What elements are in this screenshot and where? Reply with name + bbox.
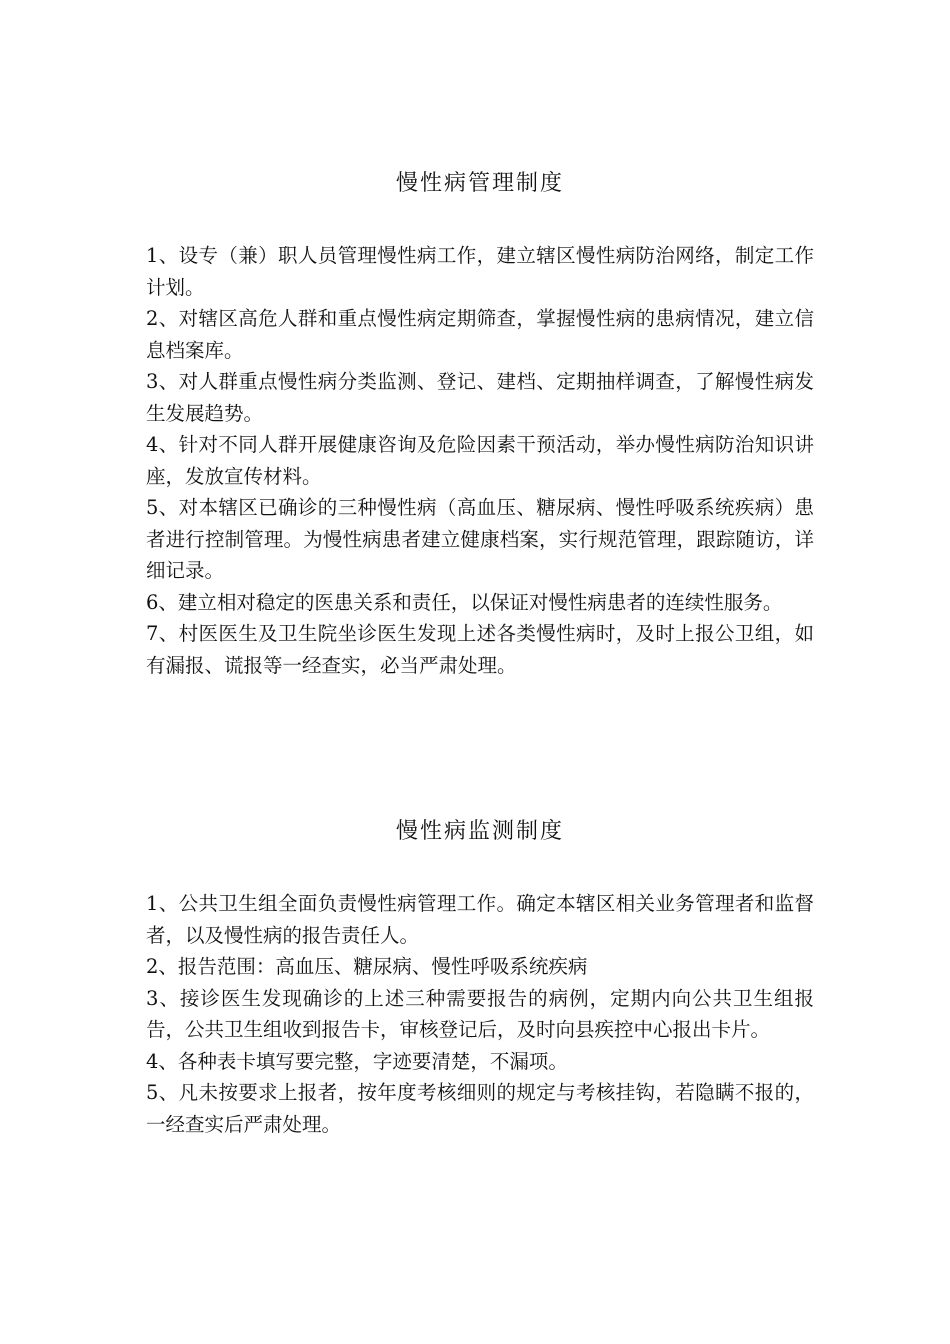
rule-item: 5、对本辖区已确诊的三种慢性病（高血压、糖尿病、慢性呼吸系统疾病）患者进行控制管理。为慢性病患者建立健康档案，实行规范管理，跟踪随访，详细记录。 [146,496,814,582]
rule-item: 4、各种表卡填写要完整，字迹要清楚，不漏项。 [146,1049,568,1073]
rule-item: 3、接诊医生发现确诊的上述三种需要报告的病例，定期内向公共卫生组报告，公共卫生组收到报告卡，审核登记后，及时向县疾控中心报出卡片。 [146,986,814,1041]
section-chronic-disease-monitoring [146,816,814,1140]
rule-item: 5、凡未按要求上报者，按年度考核细则的规定与考核挂钩，若隐瞒不报的，一经查实后严肃处理。 [146,1081,814,1136]
rule-item: 3、对人群重点慢性病分类监测、登记、建档、定期抽样调查，了解慢性病发生发展趋势。 [146,370,814,425]
rule-list [146,240,814,681]
rule-item: 6、建立相对稳定的医患关系和责任，以保证对慢性病患者的连续性服务。 [146,590,783,614]
rule-item: 1、设专（兼）职人员管理慢性病工作，建立辖区慢性病防治网络，制定工作计划。 [146,244,814,299]
rule-list [146,888,814,1140]
rule-item: 2、报告范围：高血压、糖尿病、慢性呼吸系统疾病 [146,955,588,978]
section-title: 慢性病监测制度 [395,819,564,844]
rule-item: 2、对辖区高危人群和重点慢性病定期筛查，掌握慢性病的患病情况，建立信息档案库。 [146,307,814,362]
rule-item: 1、公共卫生组全面负责慢性病管理工作。确定本辖区相关业务管理者和监督者，以及慢性病的报告责任人。 [146,892,814,947]
rule-item: 7、村医医生及卫生院坐诊医生发现上述各类慢性病时，及时上报公卫组，如有漏报、谎报等一经查实，必当严肃处理。 [146,622,814,677]
section-title: 慢性病管理制度 [395,171,564,196]
section-chronic-disease-management [146,168,814,681]
rule-item: 4、针对不同人群开展健康咨询及危险因素干预活动，举办慢性病防治知识讲座，发放宣传材料。 [146,433,814,488]
